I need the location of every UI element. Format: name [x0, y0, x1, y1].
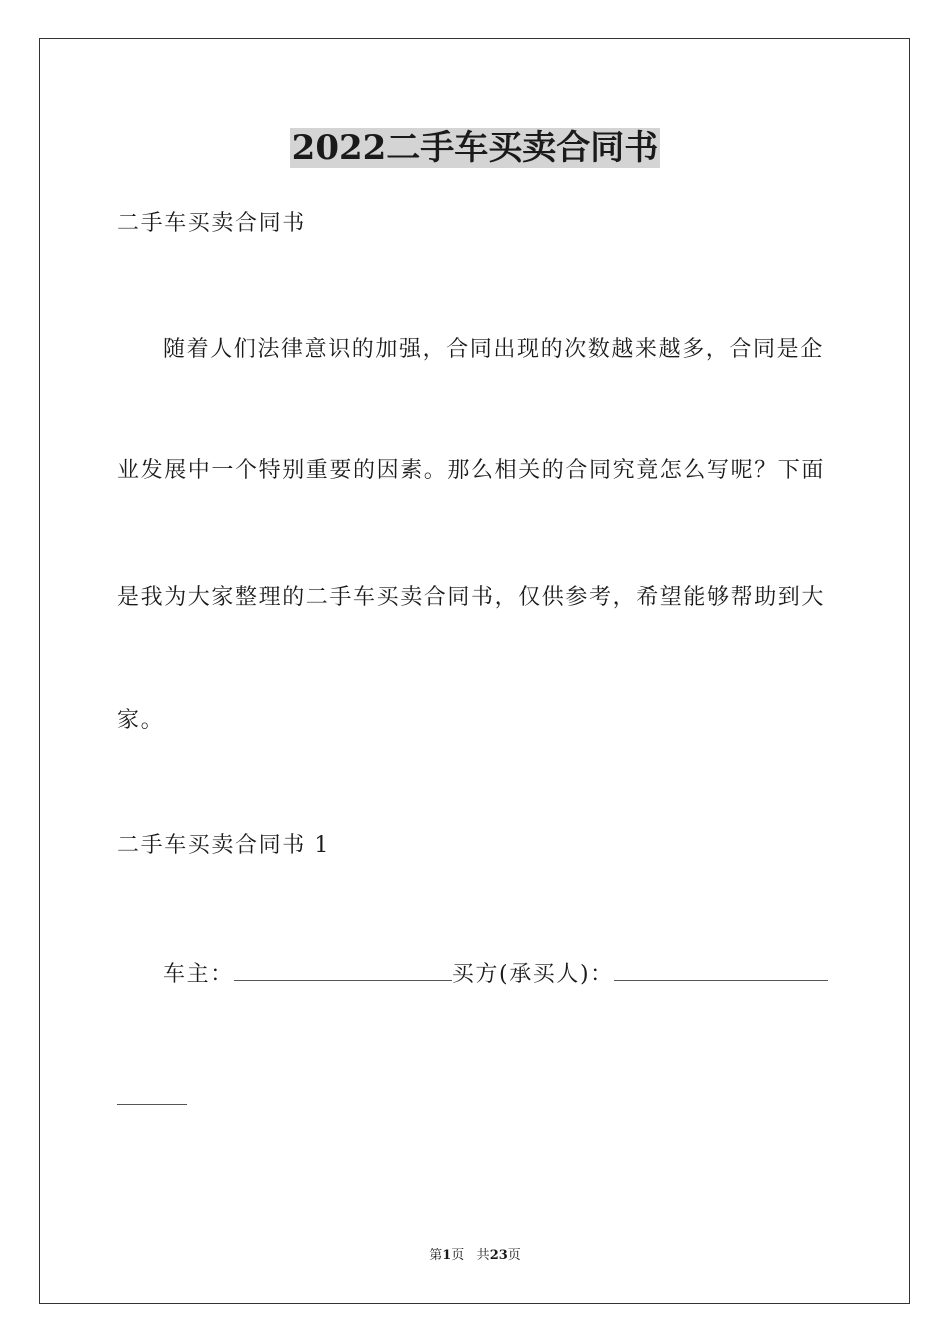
document-heading: 二手车买卖合同书 — [117, 211, 306, 236]
buyer-blank-field[interactable] — [614, 956, 828, 981]
owner-blank-field[interactable] — [234, 956, 452, 981]
owner-label: 车主： — [163, 962, 234, 987]
document-title-text: 2022二手车买卖合同书 — [291, 128, 659, 168]
buyer-label: 买方(承买人)： — [451, 962, 614, 987]
footer-total-suffix: 页 — [507, 1248, 521, 1263]
footer-page-prefix: 第 — [429, 1248, 443, 1263]
paragraph-line-4: 家。 — [117, 708, 165, 733]
footer-total-prefix: 共 — [476, 1248, 490, 1263]
footer-page-suffix: 页 — [451, 1248, 465, 1263]
document-title — [0, 126, 950, 170]
footer-page-number: 1 — [442, 1248, 452, 1263]
buyer-blank-continuation[interactable] — [117, 1104, 187, 1105]
paragraph-line-2: 业发展中一个特别重要的因素。那么相关的合同究竟怎么写呢？下面 — [117, 458, 826, 483]
section-title: 二手车买卖合同书 1 — [117, 833, 330, 858]
paragraph-line-3: 是我为大家整理的二手车买卖合同书，仅供参考，希望能够帮助到大 — [117, 585, 826, 610]
party-line — [163, 956, 828, 990]
footer-total-pages: 23 — [489, 1248, 508, 1263]
page-footer — [0, 1247, 950, 1265]
paragraph-line-1: 随着人们法律意识的加强，合同出现的次数越来越多，合同是企 — [163, 337, 824, 362]
